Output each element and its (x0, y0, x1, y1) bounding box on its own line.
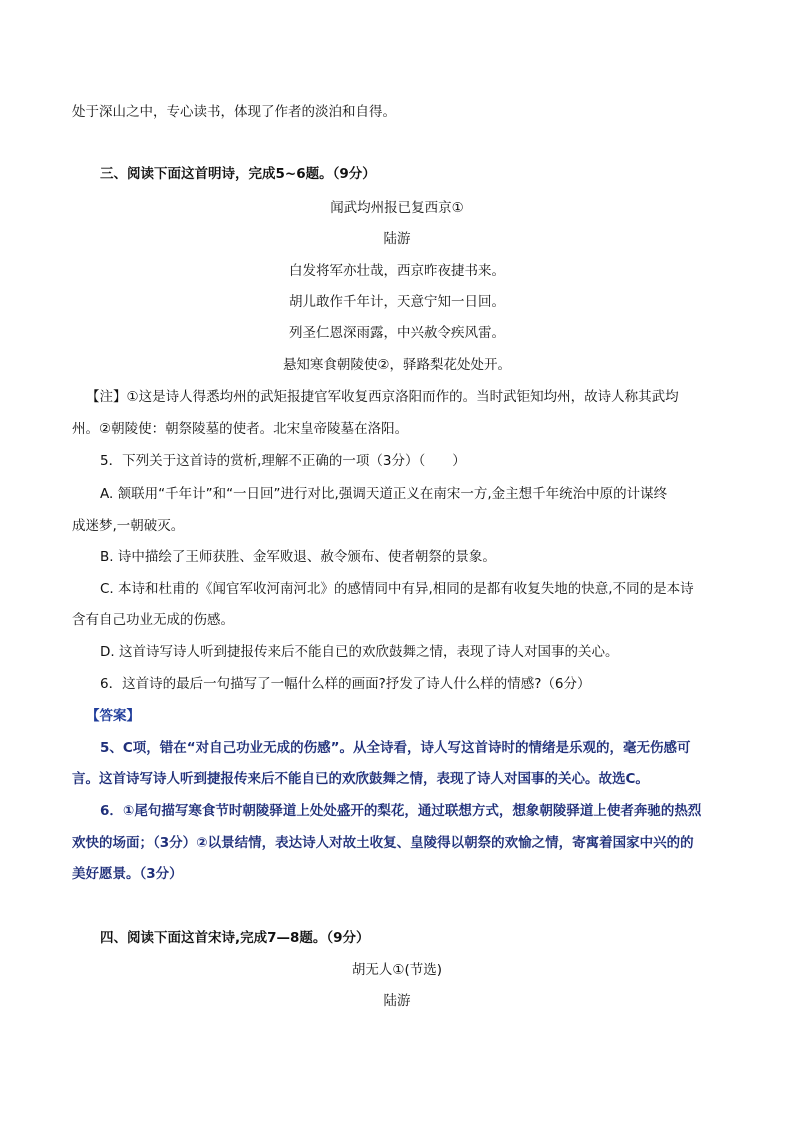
section4-heading: 四、阅读下面这首宋诗,完成7—8题。（9分） (100, 930, 370, 946)
option-c-line-1: C. 本诗和杜甫的《闻官军收河南河北》的感情同中有异,相同的是都有收复失地的快意,不同的是本诗 (100, 581, 694, 597)
poem-line-2: 胡儿敢作千年计，天意宁知一日回。 (289, 294, 505, 310)
poem-line-4: 悬知寒食朝陵使②，驿路梨花处处开。 (282, 357, 512, 373)
poem-line-3: 列圣仁恩深雨露，中兴赦令疾风雷。 (289, 325, 505, 341)
section3-heading: 三、阅读下面这首明诗，完成5~6题。（9分） (100, 166, 376, 182)
intro-line: 处于深山之中，专心读书，体现了作者的淡泊和自得。 (72, 104, 396, 120)
answer-5-line-1: 5、C项，错在“对自己功业无成的伤感”。从全诗看，诗人写这首诗时的情绪是乐观的，毫无伤感可 (100, 740, 691, 756)
poem2-title: 胡无人①(节选) (351, 962, 443, 978)
option-a-line-1: A. 颔联用“千年计”和“一日回”进行对比,强调天道正义在南宋一方,金主想千年统治中原的计谋终 (100, 486, 668, 502)
answer-tag: 【答案】 (86, 708, 140, 724)
option-b: B. 诗中描绘了王师获胜、金军败退、赦令颁布、使者朝祭的景象。 (100, 549, 496, 565)
question-5: 5．下列关于这首诗的赏析,理解不正确的一项（3分）（ ） (100, 453, 466, 469)
answer-6-line-2: 欢快的场面；（3分）②以景结情，表达诗人对故土收复、皇陵得以朝祭的欢愉之情，寄寓着国家中兴的的 (72, 835, 694, 851)
option-d: D. 这首诗写诗人听到捷报传来后不能自已的欢欣鼓舞之情，表现了诗人对国事的关心。 (100, 644, 619, 660)
poem-line-1: 白发将军亦壮哉，西京昨夜捷书来。 (289, 263, 505, 279)
note-line-2: 州。②朝陵使：朝祭陵墓的使者。北宋皇帝陵墓在洛阳。 (72, 421, 409, 437)
option-a-line-2: 成迷梦,一朝破灭。 (72, 518, 185, 534)
option-c-line-2: 含有自己功业无成的伤感。 (72, 612, 234, 628)
answer-6-line-3: 美好愿景。（3分） (72, 866, 183, 882)
poem2-author: 陆游 (383, 993, 411, 1009)
note-line-1: 【注】①这是诗人得悉均州的武矩报捷官军收复西京洛阳而作的。当时武钜知均州，故诗人称其武均 (86, 389, 679, 405)
question-6: 6．这首诗的最后一句描写了一幅什么样的画面?抒发了诗人什么样的情感?（6分） (100, 676, 591, 692)
poem-title: 闻武均州报已复西京① (330, 200, 464, 216)
answer-5-line-2: 言。这首诗写诗人听到捷报传来后不能自已的欢欣鼓舞之情，表现了诗人对国事的关心。故选C。 (72, 771, 649, 787)
answer-6-line-1: 6．①尾句描写寒食节时朝陵驿道上处处盛开的梨花，通过联想方式，想象朝陵驿道上使者奔驰的热烈 (100, 803, 702, 819)
poem-author: 陆游 (383, 231, 411, 247)
